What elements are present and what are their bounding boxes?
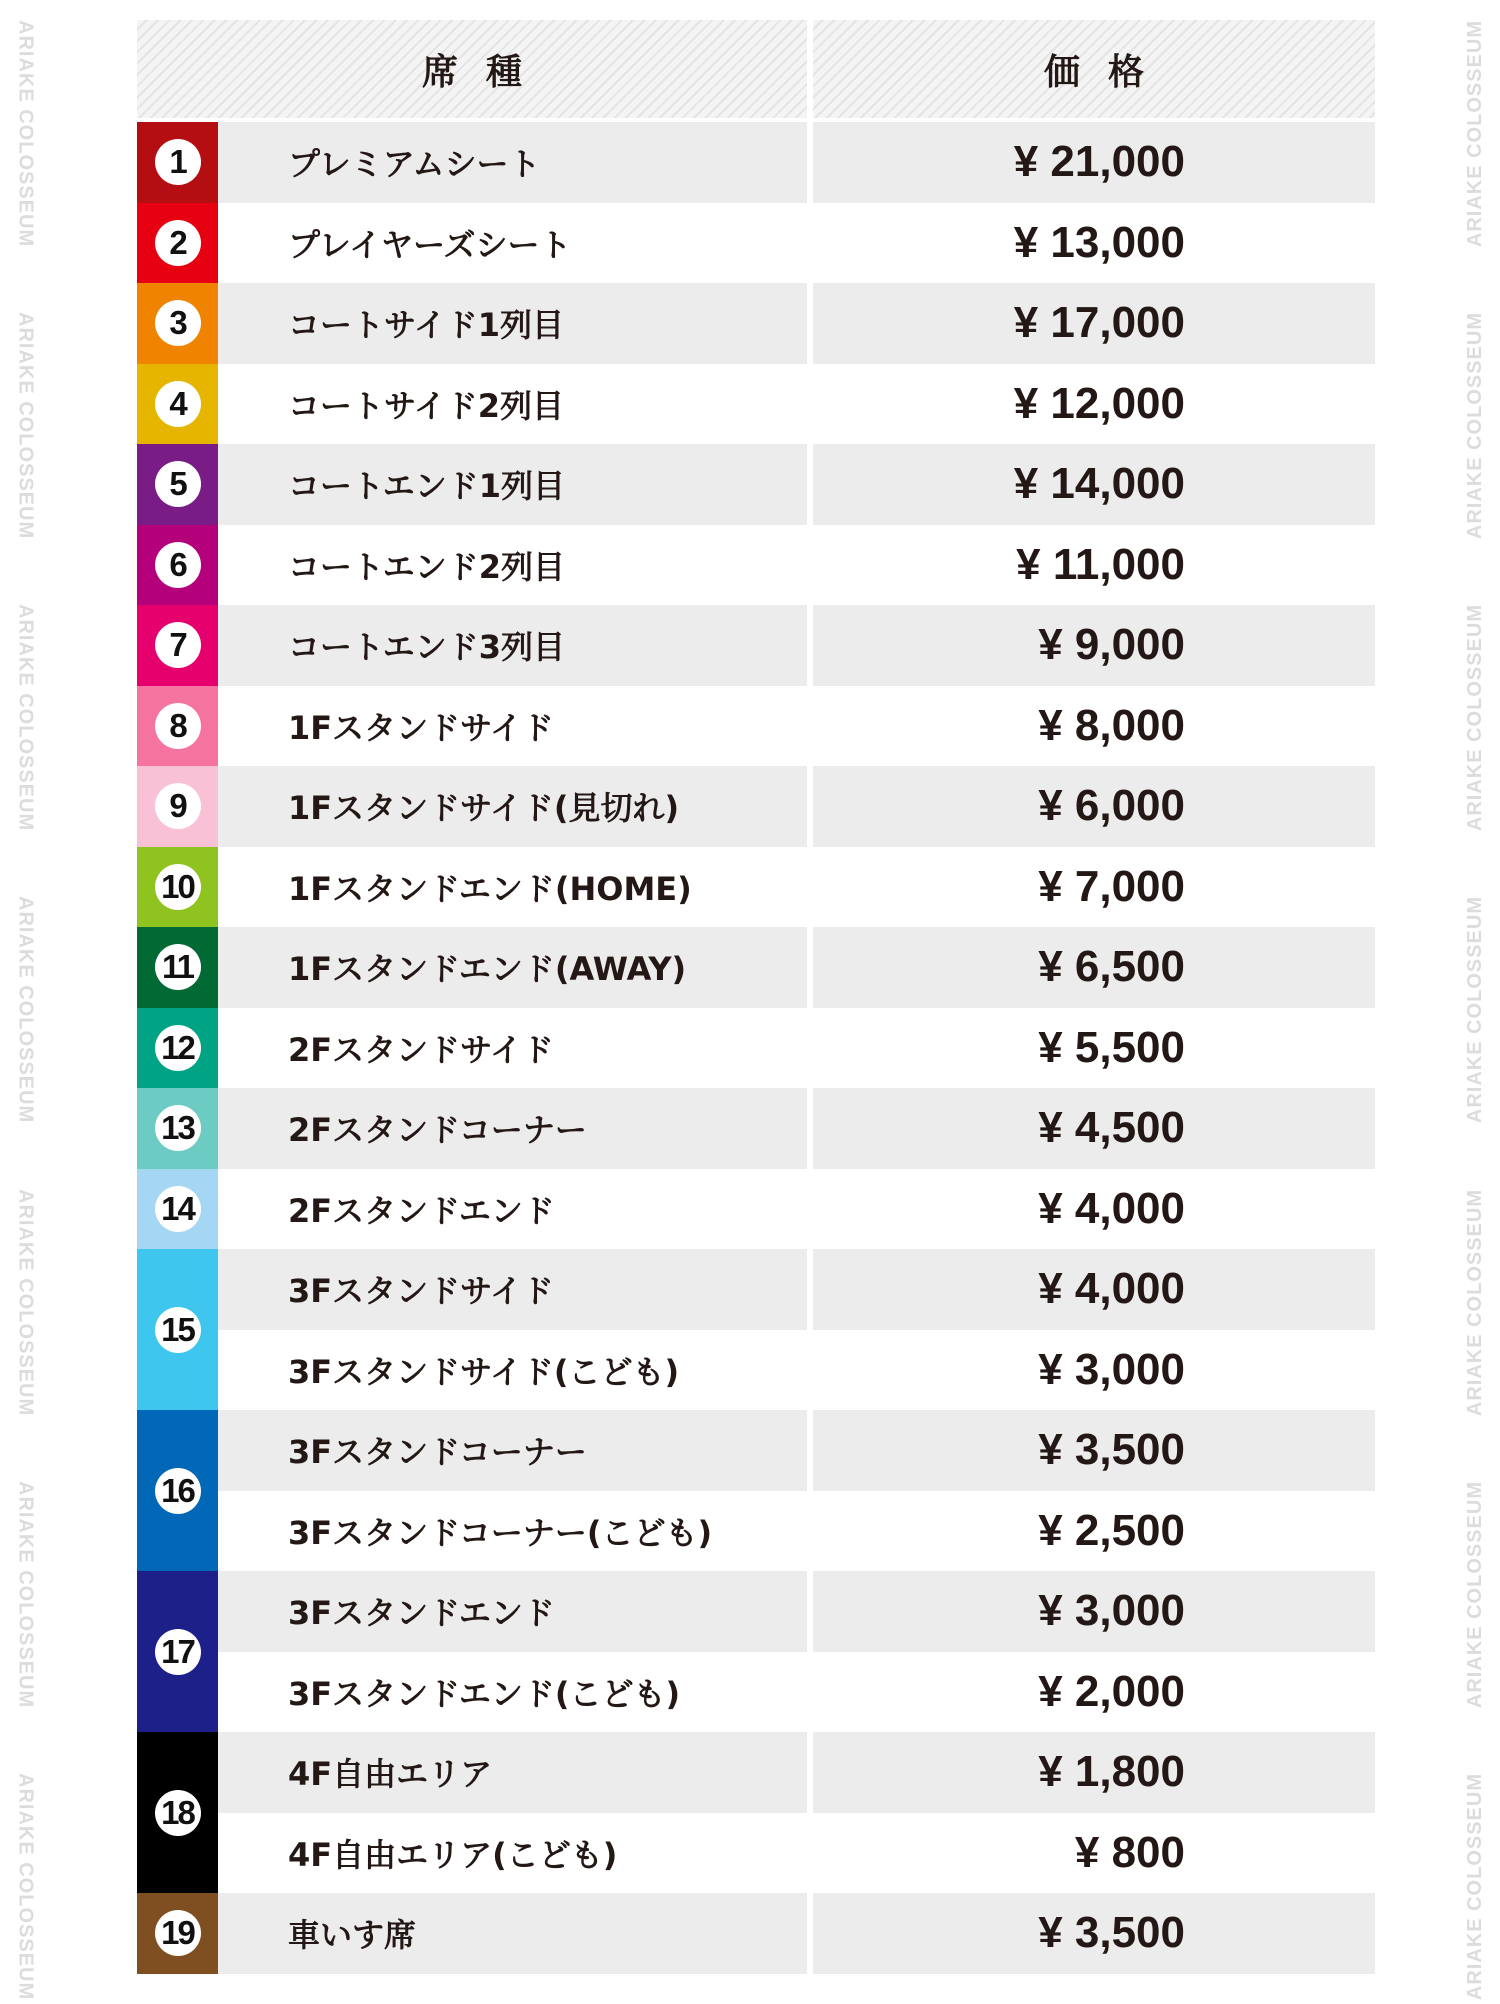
- seat-color-block: [137, 203, 218, 284]
- seat-name: コートサイド1列目: [218, 283, 807, 364]
- seat-name: 3Fスタンドサイド: [218, 1249, 807, 1330]
- watermark-text: ARIAKE COLOSSEUM: [14, 604, 37, 832]
- seat-color-block: [137, 1088, 218, 1169]
- seat-color-block: [137, 605, 218, 686]
- seat-name: 3Fスタンドエンド(こども): [288, 1674, 681, 1713]
- seat-number-badge: 19: [155, 1910, 201, 1956]
- seat-name: コートエンド2列目: [288, 547, 565, 586]
- table-row: [218, 1169, 1375, 1250]
- seat-price: ¥ 4,000: [813, 1249, 1375, 1330]
- seat-color-block: [137, 122, 218, 203]
- seat-color-block: [137, 1008, 218, 1089]
- table-row: [218, 1893, 1375, 1974]
- seat-price: ¥ 1,800: [813, 1732, 1375, 1813]
- watermark-text: ARIAKE COLOSSEUM: [1463, 896, 1486, 1124]
- seat-number-badge: 1: [155, 139, 201, 185]
- seat-number-badge: 6: [155, 542, 201, 588]
- seat-color-block: [137, 1410, 218, 1571]
- watermark-text: ARIAKE COLOSSEUM: [1463, 312, 1486, 540]
- seat-price: ¥ 6,500: [813, 927, 1375, 1008]
- watermark-text: ARIAKE COLOSSEUM: [1463, 1772, 1486, 2000]
- watermark-text: ARIAKE COLOSSEUM: [14, 1188, 37, 1416]
- seat-group-18: [137, 1732, 1375, 1893]
- seat-number-badge: 9: [155, 783, 201, 829]
- seat-group-16: [137, 1410, 1375, 1571]
- table-row: [218, 1813, 1375, 1894]
- seat-number-badge: 16: [155, 1468, 201, 1514]
- seat-name: 2Fスタンドエンド: [288, 1191, 555, 1230]
- seat-number-badge: 5: [155, 461, 201, 507]
- seat-group-7: [137, 605, 1375, 686]
- table-row: [218, 766, 1375, 847]
- seat-number-badge: 3: [155, 300, 201, 346]
- seat-price: ¥ 14,000: [813, 444, 1375, 525]
- seat-price: ¥ 12,000: [1013, 378, 1185, 428]
- seat-number-badge: 12: [155, 1025, 201, 1071]
- watermark-text: ARIAKE COLOSSEUM: [14, 896, 37, 1124]
- seat-group-19: [137, 1893, 1375, 1974]
- seat-group-2: [137, 203, 1375, 284]
- seat-color-block: [137, 364, 218, 445]
- seat-price: ¥ 4,000: [1038, 1183, 1185, 1233]
- seat-number-badge: 7: [155, 622, 201, 668]
- seat-color-block: [137, 1893, 218, 1974]
- seat-price: ¥ 4,500: [813, 1088, 1375, 1169]
- seat-price: ¥ 3,500: [813, 1893, 1375, 1974]
- table-row: [218, 927, 1375, 1008]
- seat-number-badge: 15: [155, 1307, 201, 1353]
- seat-color-block: [137, 686, 218, 767]
- seat-name: コートエンド3列目: [218, 605, 807, 686]
- table-row: [218, 1410, 1375, 1491]
- seat-name: 4F自由エリア: [218, 1732, 807, 1813]
- table-row: [218, 1008, 1375, 1089]
- seat-name: コートサイド2列目: [288, 386, 565, 425]
- seat-name: 3Fスタンドコーナー: [218, 1410, 807, 1491]
- seat-group-11: [137, 927, 1375, 1008]
- seat-color-block: [137, 847, 218, 928]
- seat-price: ¥ 9,000: [813, 605, 1375, 686]
- table-row: [218, 1491, 1375, 1572]
- seat-group-1: [137, 122, 1375, 203]
- seat-group-10: [137, 847, 1375, 928]
- seat-color-block: [137, 283, 218, 364]
- seat-group-12: [137, 1008, 1375, 1089]
- seat-number-badge: 4: [155, 381, 201, 427]
- seat-number-badge: 17: [155, 1629, 201, 1675]
- table-body: [137, 122, 1375, 1974]
- table-row: [218, 203, 1375, 284]
- seat-name: 1Fスタンドサイド: [288, 708, 554, 747]
- seat-number-badge: 14: [155, 1186, 201, 1232]
- seat-group-15: [137, 1249, 1375, 1410]
- seat-name: 3Fスタンドコーナー(こども): [288, 1513, 713, 1552]
- seat-name: 2Fスタンドサイド: [288, 1030, 554, 1069]
- seat-price: ¥ 3,500: [813, 1410, 1375, 1491]
- seat-price: ¥ 8,000: [1038, 700, 1185, 750]
- seat-group-14: [137, 1169, 1375, 1250]
- seat-name: コートエンド1列目: [218, 444, 807, 525]
- table-header: [137, 20, 1375, 118]
- seat-group-3: [137, 283, 1375, 364]
- seat-price-table: [137, 20, 1375, 1974]
- seat-number-badge: 2: [155, 220, 201, 266]
- seat-price: ¥ 800: [1074, 1827, 1185, 1877]
- table-row: [218, 525, 1375, 606]
- seat-price: ¥ 2,500: [1038, 1505, 1185, 1555]
- seat-group-13: [137, 1088, 1375, 1169]
- watermark-text: ARIAKE COLOSSEUM: [1463, 1480, 1486, 1708]
- seat-price: ¥ 21,000: [813, 122, 1375, 203]
- watermark-text: ARIAKE COLOSSEUM: [14, 1480, 37, 1708]
- seat-name: 1Fスタンドサイド(見切れ): [218, 766, 807, 847]
- seat-price: ¥ 6,000: [813, 766, 1375, 847]
- table-row: [218, 1330, 1375, 1411]
- seat-group-6: [137, 525, 1375, 606]
- seat-color-block: [137, 766, 218, 847]
- table-row: [218, 444, 1375, 525]
- table-row: [218, 283, 1375, 364]
- seat-group-8: [137, 686, 1375, 767]
- seat-group-5: [137, 444, 1375, 525]
- seat-name: プレイヤーズシート: [288, 225, 572, 264]
- seat-group-17: [137, 1571, 1375, 1732]
- seat-name: 4F自由エリア(こども): [288, 1835, 618, 1874]
- seat-color-block: [137, 1732, 218, 1893]
- watermark-text: ARIAKE COLOSSEUM: [1463, 1188, 1486, 1416]
- seat-color-block: [137, 525, 218, 606]
- table-row: [218, 605, 1375, 686]
- seat-price: ¥ 5,500: [1038, 1022, 1185, 1072]
- seat-price: ¥ 7,000: [1038, 861, 1185, 911]
- watermark-text: ARIAKE COLOSSEUM: [14, 1772, 37, 2000]
- watermark-text: ARIAKE COLOSSEUM: [1463, 20, 1486, 248]
- table-row: [218, 1571, 1375, 1652]
- seat-number-badge: 10: [155, 864, 201, 910]
- seat-number-badge: 18: [155, 1790, 201, 1836]
- table-row: [218, 847, 1375, 928]
- table-row: [218, 122, 1375, 203]
- watermark-text: ARIAKE COLOSSEUM: [14, 20, 37, 248]
- left-watermark: [10, 20, 40, 2000]
- seat-name: 3Fスタンドサイド(こども): [288, 1352, 680, 1391]
- seat-group-9: [137, 766, 1375, 847]
- price-header: 価格: [813, 20, 1375, 118]
- seat-color-block: [137, 1169, 218, 1250]
- seat-name: 1Fスタンドエンド(HOME): [288, 869, 692, 908]
- seat-price: ¥ 3,000: [1038, 1344, 1185, 1394]
- seat-color-block: [137, 444, 218, 525]
- table-row: [218, 1088, 1375, 1169]
- seat-color-block: [137, 1249, 218, 1410]
- seat-color-block: [137, 927, 218, 1008]
- seat-name: 車いす席: [218, 1893, 807, 1974]
- seat-type-header: 席種: [137, 20, 807, 118]
- seat-number-badge: 8: [155, 703, 201, 749]
- watermark-text: ARIAKE COLOSSEUM: [1463, 604, 1486, 832]
- seat-name: 3Fスタンドエンド: [218, 1571, 807, 1652]
- seat-name: 2Fスタンドコーナー: [218, 1088, 807, 1169]
- seat-color-block: [137, 1571, 218, 1732]
- seat-price: ¥ 13,000: [1013, 217, 1185, 267]
- seat-name: 1Fスタンドエンド(AWAY): [218, 927, 807, 1008]
- right-watermark: [1460, 20, 1490, 2000]
- table-row: [218, 1652, 1375, 1733]
- seat-number-badge: 11: [155, 944, 201, 990]
- seat-price: ¥ 2,000: [1038, 1666, 1185, 1716]
- table-row: [218, 364, 1375, 445]
- watermark-text: ARIAKE COLOSSEUM: [14, 312, 37, 540]
- seat-price: ¥ 11,000: [1016, 539, 1185, 589]
- seat-group-4: [137, 364, 1375, 445]
- seat-name: プレミアムシート: [218, 122, 807, 203]
- seat-number-badge: 13: [155, 1105, 201, 1151]
- table-row: [218, 1732, 1375, 1813]
- seat-price: ¥ 3,000: [813, 1571, 1375, 1652]
- table-row: [218, 686, 1375, 767]
- seat-price: ¥ 17,000: [813, 283, 1375, 364]
- table-row: [218, 1249, 1375, 1330]
